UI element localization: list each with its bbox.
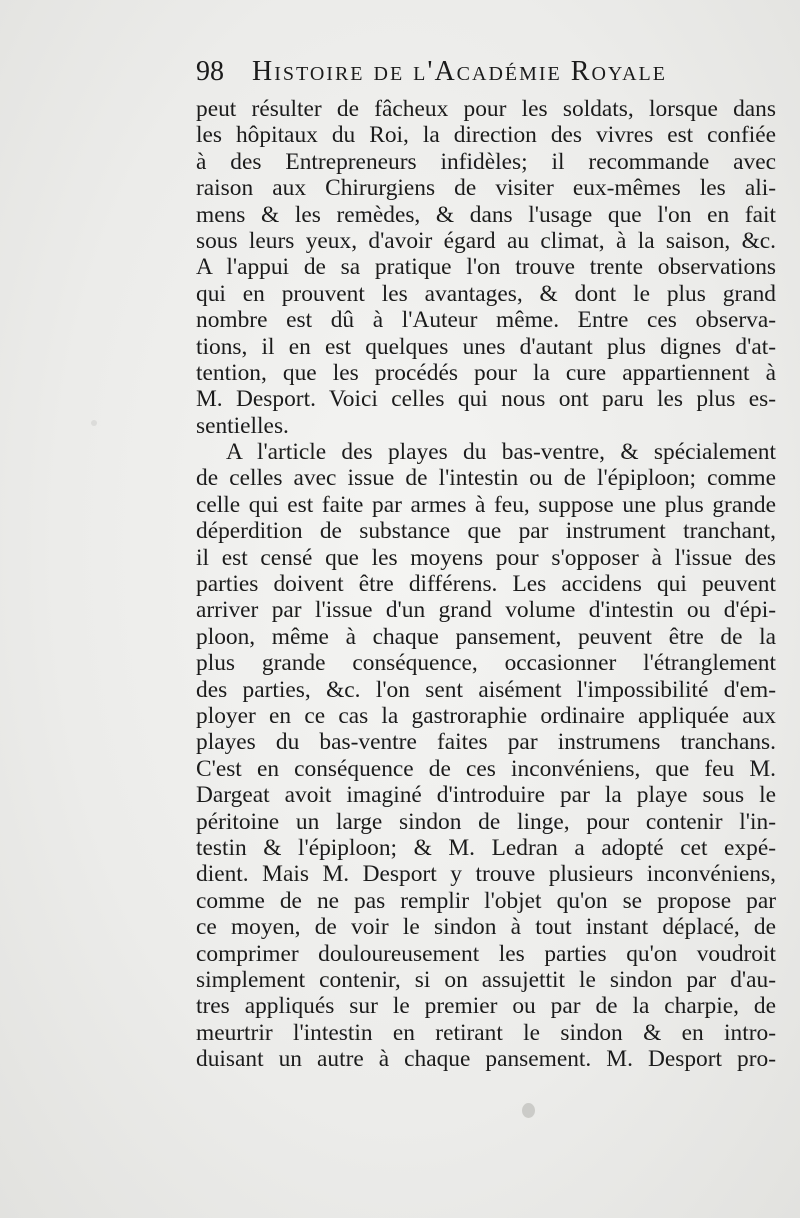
text-line: péritoine un large sindon de linge, pour contenir l'in- xyxy=(196,808,776,835)
text-line: raison aux Chirurgiens de visiter eux-mêmes les ali- xyxy=(196,175,776,202)
text-line: Dargeat avoit imaginé d'introduire par la playe sous le xyxy=(196,782,776,809)
text-line: des parties, &c. l'on sent aisément l'impossibilité d'em- xyxy=(196,676,776,703)
text-line: playes du bas-ventre faites par instrumens tranchans. xyxy=(196,729,776,756)
text-line: ce moyen, de voir le sindon à tout instant déplacé, de xyxy=(196,914,776,941)
text-line: déperdition de substance que par instrument tranchant, xyxy=(196,518,776,545)
text-line: testin & l'épiploon; & M. Ledran a adopté cet expé- xyxy=(196,834,776,861)
text-line: de celles avec issue de l'intestin ou de l'épiploon; comme xyxy=(196,465,776,492)
page-number: 98 xyxy=(196,56,224,87)
text-line: comme de ne pas remplir l'objet qu'on se propose par xyxy=(196,887,776,914)
ink-spot xyxy=(522,1103,535,1118)
text-line: dient. Mais M. Desport y trouve plusieurs inconvéniens, xyxy=(196,861,776,888)
body-text xyxy=(196,96,776,1072)
text-line: à des Entrepreneurs infidèles; il recommande avec xyxy=(196,148,776,175)
text-line: meurtrir l'intestin en retirant le sindon & en intro- xyxy=(196,1019,776,1046)
text-line: plus grande conséquence, occasionner l'étranglement xyxy=(196,650,776,677)
text-line: ploon, même à chaque pansement, peuvent être de la xyxy=(196,623,776,650)
text-line: tention, que les procédés pour la cure appartiennent à xyxy=(196,359,776,386)
text-line: A l'article des playes du bas-ventre, & spécialement xyxy=(226,439,776,466)
running-title: Histoire de l'Académie Royale xyxy=(252,56,667,87)
text-line: parties doivent être différens. Les accidens qui peuvent xyxy=(196,571,776,598)
text-line: A l'appui de sa pratique l'on trouve trente observations xyxy=(196,254,776,281)
text-line: ployer en ce cas la gastroraphie ordinaire appliquée aux xyxy=(196,702,776,729)
text-line: duisant un autre à chaque pansement. M. Desport pro- xyxy=(196,1046,776,1073)
text-line: sous leurs yeux, d'avoir égard au climat, à la saison, &c. xyxy=(196,227,776,254)
text-line: sentielles. xyxy=(196,412,289,439)
text-line: M. Desport. Voici celles qui nous ont paru les plus es- xyxy=(196,386,776,413)
text-line: comprimer douloureusement les parties qu'on voudroit xyxy=(196,940,776,967)
text-line: peut résulter de fâcheux pour les soldats, lorsque dans xyxy=(196,96,776,122)
text-line: mens & les remèdes, & dans l'usage que l'on en fait xyxy=(196,201,776,228)
text-line: les hôpitaux du Roi, la direction des vivres est confiée xyxy=(196,122,776,149)
text-line: qui en prouvent les avantages, & dont le plus grand xyxy=(196,280,776,307)
text-line: celle qui est faite par armes à feu, suppose une plus grande xyxy=(196,491,776,518)
text-line: nombre est dû à l'Auteur même. Entre ces observa- xyxy=(196,307,776,334)
text-line: il est censé que les moyens pour s'opposer à l'issue des xyxy=(196,544,776,571)
text-line: simplement contenir, si on assujettit le sindon par d'au- xyxy=(196,966,776,993)
ink-spot xyxy=(91,420,97,426)
text-line: arriver par l'issue d'un grand volume d'intestin ou d'épi- xyxy=(196,597,776,624)
text-line: tres appliqués sur le premier ou par de la charpie, de xyxy=(196,993,776,1020)
text-line: C'est en conséquence de ces inconvéniens, que feu M. xyxy=(196,755,776,782)
running-head xyxy=(196,56,786,96)
text-line: tions, il en est quelques unes d'autant plus dignes d'at- xyxy=(196,333,776,360)
